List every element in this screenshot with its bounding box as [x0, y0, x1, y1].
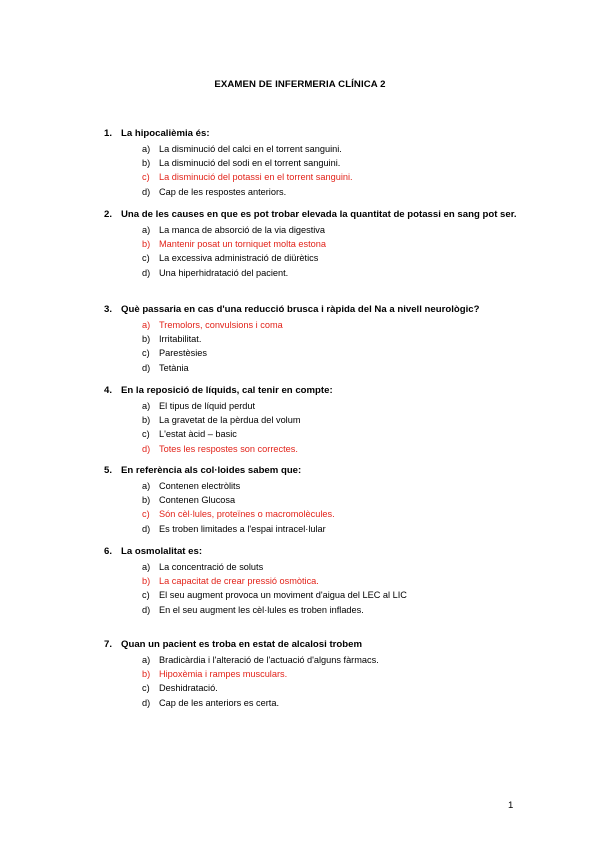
option-d — [142, 266, 522, 280]
question-heading — [104, 384, 522, 397]
option-c — [142, 427, 522, 441]
option-text: Tremolors, convulsions i coma — [159, 320, 283, 330]
option-text: Bradicàrdia i l'alteració de l'actuació d'alguns fàrmacs. — [159, 655, 379, 665]
option-letter: c) — [142, 509, 150, 520]
options-list — [142, 653, 522, 710]
option-letter: d) — [142, 267, 151, 278]
option-b — [142, 156, 522, 170]
option-letter: c) — [142, 683, 150, 694]
option-letter: c) — [142, 172, 150, 183]
option-letter: b) — [142, 158, 151, 169]
question-6 — [104, 545, 522, 617]
question-number: 2. — [104, 209, 113, 220]
option-text: Irritabilitat. — [159, 334, 202, 345]
option-letter: b) — [142, 239, 151, 250]
question-number: 3. — [104, 304, 113, 315]
question-number: 6. — [104, 546, 113, 557]
option-letter: a) — [142, 144, 151, 154]
question-heading — [104, 545, 522, 558]
option-c — [142, 251, 522, 265]
option-d — [142, 185, 522, 199]
option-letter: b) — [142, 576, 151, 587]
option-text: La excessiva administració de diürètics — [159, 253, 319, 264]
option-letter: a) — [142, 562, 151, 572]
option-a — [142, 653, 522, 667]
question-heading — [104, 638, 522, 651]
question-heading — [104, 208, 522, 221]
option-text: Tetània — [159, 362, 189, 373]
option-text: Deshidratació. — [159, 683, 218, 694]
option-text: Parestèsies — [159, 348, 208, 359]
option-letter: a) — [142, 655, 151, 665]
option-text: Es troben limitades a l'espai intracel·lular — [159, 523, 326, 534]
option-text: Cap de les respostes anteriors. — [159, 186, 287, 197]
option-b-correct — [142, 667, 522, 681]
option-letter: a) — [142, 401, 151, 411]
question-heading — [104, 303, 522, 316]
option-letter: d) — [142, 697, 151, 708]
option-letter: d) — [142, 186, 151, 197]
document-title: EXAMEN DE INFERMERIA CLÍNICA 2 — [214, 79, 386, 90]
option-text: Totes les respostes son correctes. — [159, 443, 298, 454]
option-d — [142, 603, 522, 617]
option-b — [142, 413, 522, 427]
question-number: 7. — [104, 639, 113, 650]
option-text: La concentració de soluts — [159, 562, 264, 572]
question-text: Quan un pacient es troba en estat de alcalosi trobem — [121, 639, 362, 650]
question-4 — [104, 384, 522, 456]
option-b-correct — [142, 574, 522, 588]
option-a — [142, 479, 522, 493]
option-c-correct — [142, 507, 522, 521]
option-letter: a) — [142, 225, 151, 235]
option-a-correct — [142, 318, 522, 332]
option-text: El seu augment provoca un moviment d'aigua del LEC al LIC — [159, 590, 407, 601]
option-letter: b) — [142, 495, 151, 506]
option-a — [142, 560, 522, 574]
option-c — [142, 588, 522, 602]
option-c-correct — [142, 170, 522, 184]
option-text: Cap de les anteriors es certa. — [159, 697, 280, 708]
option-d — [142, 522, 522, 536]
question-3 — [104, 303, 522, 375]
question-heading — [104, 464, 522, 477]
options-list — [142, 560, 522, 617]
option-c — [142, 346, 522, 360]
option-letter: c) — [142, 253, 150, 264]
option-letter: b) — [142, 334, 151, 345]
question-text: En la reposició de líquids, cal tenir en compte: — [121, 385, 333, 396]
question-text: La hipocalièmia és: — [121, 128, 210, 139]
option-b — [142, 332, 522, 346]
option-text: La capacitat de crear pressió osmòtica. — [159, 576, 319, 587]
question-number: 4. — [104, 385, 113, 396]
question-number: 5. — [104, 465, 113, 476]
option-letter: a) — [142, 481, 151, 491]
option-letter: c) — [142, 429, 150, 440]
page-number: 1 — [508, 800, 514, 811]
option-text: Contenen electròlits — [159, 481, 241, 491]
option-letter: b) — [142, 415, 151, 426]
question-text: Què passaria en cas d'una reducció brusca i ràpida del Na a nivell neurològic? — [121, 304, 480, 315]
option-d — [142, 696, 522, 710]
option-text: La gravetat de la pèrdua del volum — [159, 415, 301, 426]
option-text: Mantenir posat un torniquet molta estona — [159, 239, 327, 250]
option-letter: a) — [142, 320, 151, 330]
options-list — [142, 399, 522, 456]
option-a — [142, 223, 522, 237]
question-2 — [104, 208, 522, 280]
option-letter: c) — [142, 348, 150, 359]
option-text: Contenen Glucosa — [159, 495, 236, 506]
question-1 — [104, 127, 522, 199]
options-list — [142, 479, 522, 536]
question-7 — [104, 638, 522, 710]
option-text: La disminució del potassi en el torrent sanguini. — [159, 172, 353, 183]
option-text: Són cèl·lules, proteïnes o macromolècules. — [159, 509, 335, 520]
options-list — [142, 223, 522, 280]
option-b-correct — [142, 237, 522, 251]
option-letter: d) — [142, 604, 151, 615]
options-list — [142, 142, 522, 199]
option-a — [142, 399, 522, 413]
option-letter: d) — [142, 523, 151, 534]
option-text: La manca de absorció de la via digestiva — [159, 225, 325, 235]
question-text: Una de les causes en que es pot trobar elevada la quantitat de potassi en sang pot ser. — [121, 209, 517, 220]
option-text: L'estat àcid – basic — [159, 429, 237, 440]
option-d-correct — [142, 442, 522, 456]
question-heading — [104, 127, 522, 140]
option-a — [142, 142, 522, 156]
option-text: En el seu augment les cèl·lules es troben inflades. — [159, 604, 364, 615]
option-text: Una hiperhidratació del pacient. — [159, 267, 289, 278]
option-letter: c) — [142, 590, 150, 601]
option-text: Hipoxèmia i rampes musculars. — [159, 669, 288, 680]
option-text: La disminució del sodi en el torrent sanguini. — [159, 158, 341, 169]
option-letter: d) — [142, 443, 151, 454]
option-text: La disminució del calci en el torrent sanguini. — [159, 144, 342, 154]
option-c — [142, 681, 522, 695]
option-letter: d) — [142, 362, 151, 373]
question-text: En referència als col·loides sabem que: — [121, 465, 302, 476]
question-5 — [104, 464, 522, 536]
option-d — [142, 361, 522, 375]
question-number: 1. — [104, 128, 113, 139]
option-text: El tipus de líquid perdut — [159, 401, 256, 411]
options-list — [142, 318, 522, 375]
question-text: La osmolalitat es: — [121, 546, 203, 557]
option-b — [142, 493, 522, 507]
option-letter: b) — [142, 669, 151, 680]
